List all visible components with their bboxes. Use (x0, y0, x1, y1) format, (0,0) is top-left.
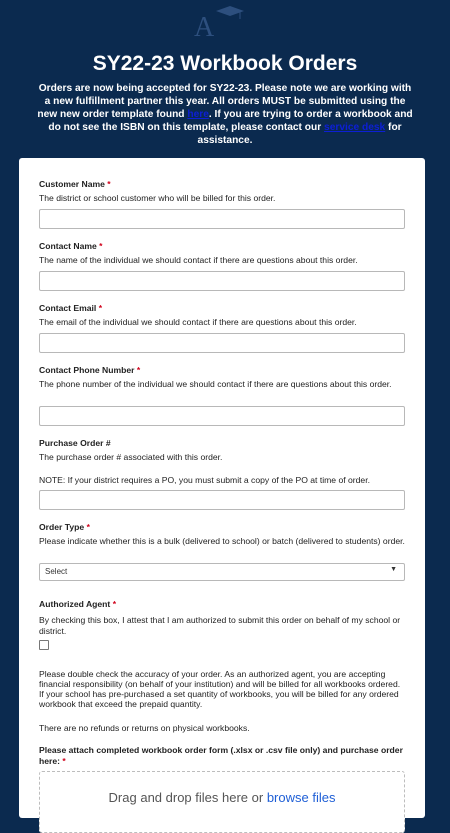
brand-logo (182, 2, 268, 42)
contact-name-label: Contact Name (39, 241, 97, 251)
contact-name-help: The name of the individual we should contact if there are questions about this order. (39, 255, 358, 265)
contact-name-field (39, 241, 405, 266)
no-refunds-text: There are no refunds or returns on physical workbooks. (39, 723, 250, 733)
svg-text:A: A (194, 12, 215, 42)
contact-name-input[interactable] (39, 271, 405, 291)
file-dropzone[interactable] (39, 771, 405, 833)
graduation-cap-icon (182, 2, 268, 42)
purchase-order-label: Purchase Order # (39, 438, 111, 448)
intro-text-part2: . If you are trying to order a workbook and do not see the ISBN on this template, please contact our (48, 109, 413, 133)
required-mark: * (112, 599, 117, 609)
dropzone-text (40, 790, 404, 805)
authorized-agent-field (39, 599, 405, 636)
contact-phone-field (39, 365, 405, 390)
order-type-select[interactable] (39, 563, 405, 581)
intro-text-part1: Orders are now being accepted for SY22-23. Please note we are working with a new fulfillment partner this year. All orders MUST be submitted using the new new order template found (37, 83, 412, 120)
purchase-order-input[interactable] (39, 490, 405, 510)
contact-phone-label: Contact Phone Number (39, 365, 135, 375)
order-form (19, 158, 425, 818)
attach-label-text: Please attach completed workbook order form (.xlsx or .csv file only) and purchase order here: (39, 745, 403, 766)
template-link[interactable]: here (187, 109, 209, 120)
service-desk-link[interactable]: service desk (324, 122, 386, 133)
authorized-agent-label: Authorized Agent (39, 599, 111, 609)
required-mark: * (136, 365, 141, 375)
intro-text-part3: for assistance. (197, 122, 402, 146)
order-type-help: Please indicate whether this is a bulk (delivered to school) or batch (delivered to students) order. (39, 536, 405, 546)
customer-name-field (39, 179, 405, 204)
customer-name-help: The district or school customer who will be billed for this order. (39, 193, 276, 203)
required-mark: * (98, 303, 103, 313)
contact-email-input[interactable] (39, 333, 405, 353)
attach-label (39, 745, 405, 767)
page-title: SY22-23 Workbook Orders (92, 52, 358, 75)
caret-down-icon: ▼ (390, 566, 397, 573)
contact-phone-input[interactable] (39, 406, 405, 426)
required-mark: * (62, 756, 66, 766)
required-mark: * (107, 179, 111, 189)
browse-files-link[interactable]: browse files (266, 790, 336, 805)
intro-text (36, 82, 414, 147)
contact-email-field (39, 303, 405, 328)
purchase-order-help: The purchase order # associated with this order. (39, 452, 223, 462)
customer-name-input[interactable] (39, 209, 405, 229)
authorized-agent-checkbox[interactable] (39, 640, 49, 650)
required-mark: * (99, 241, 103, 251)
customer-name-label: Customer Name (39, 179, 105, 189)
purchase-order-note: NOTE: If your district requires a PO, you must submit a copy of the PO at time of order. (39, 474, 370, 485)
contact-phone-help: The phone number of the individual we should contact if there are questions about this order. (39, 379, 392, 389)
authorized-agent-help: By checking this box, I attest that I am authorized to submit this order on behalf of my school or district. (39, 615, 401, 636)
order-type-label: Order Type (39, 522, 85, 532)
order-type-field (39, 522, 405, 547)
disclaimer-text: Please double check the accuracy of your order. As an authorized agent, you are accepting financial responsibility (on behalf of your institution) and will be billed for all workbooks ordered. If your school has pre-purchased a set quantity of workbooks, you will be billed for any ordered workbook that exceed the prepaid quantity. (39, 669, 401, 709)
contact-email-label: Contact Email (39, 303, 97, 313)
required-mark: * (86, 522, 90, 532)
purchase-order-field (39, 438, 405, 485)
contact-email-help: The email of the individual we should contact if there are questions about this order. (39, 317, 357, 327)
order-type-selected: Select (45, 567, 68, 576)
dropzone-prompt: Drag and drop files here or (108, 790, 267, 805)
